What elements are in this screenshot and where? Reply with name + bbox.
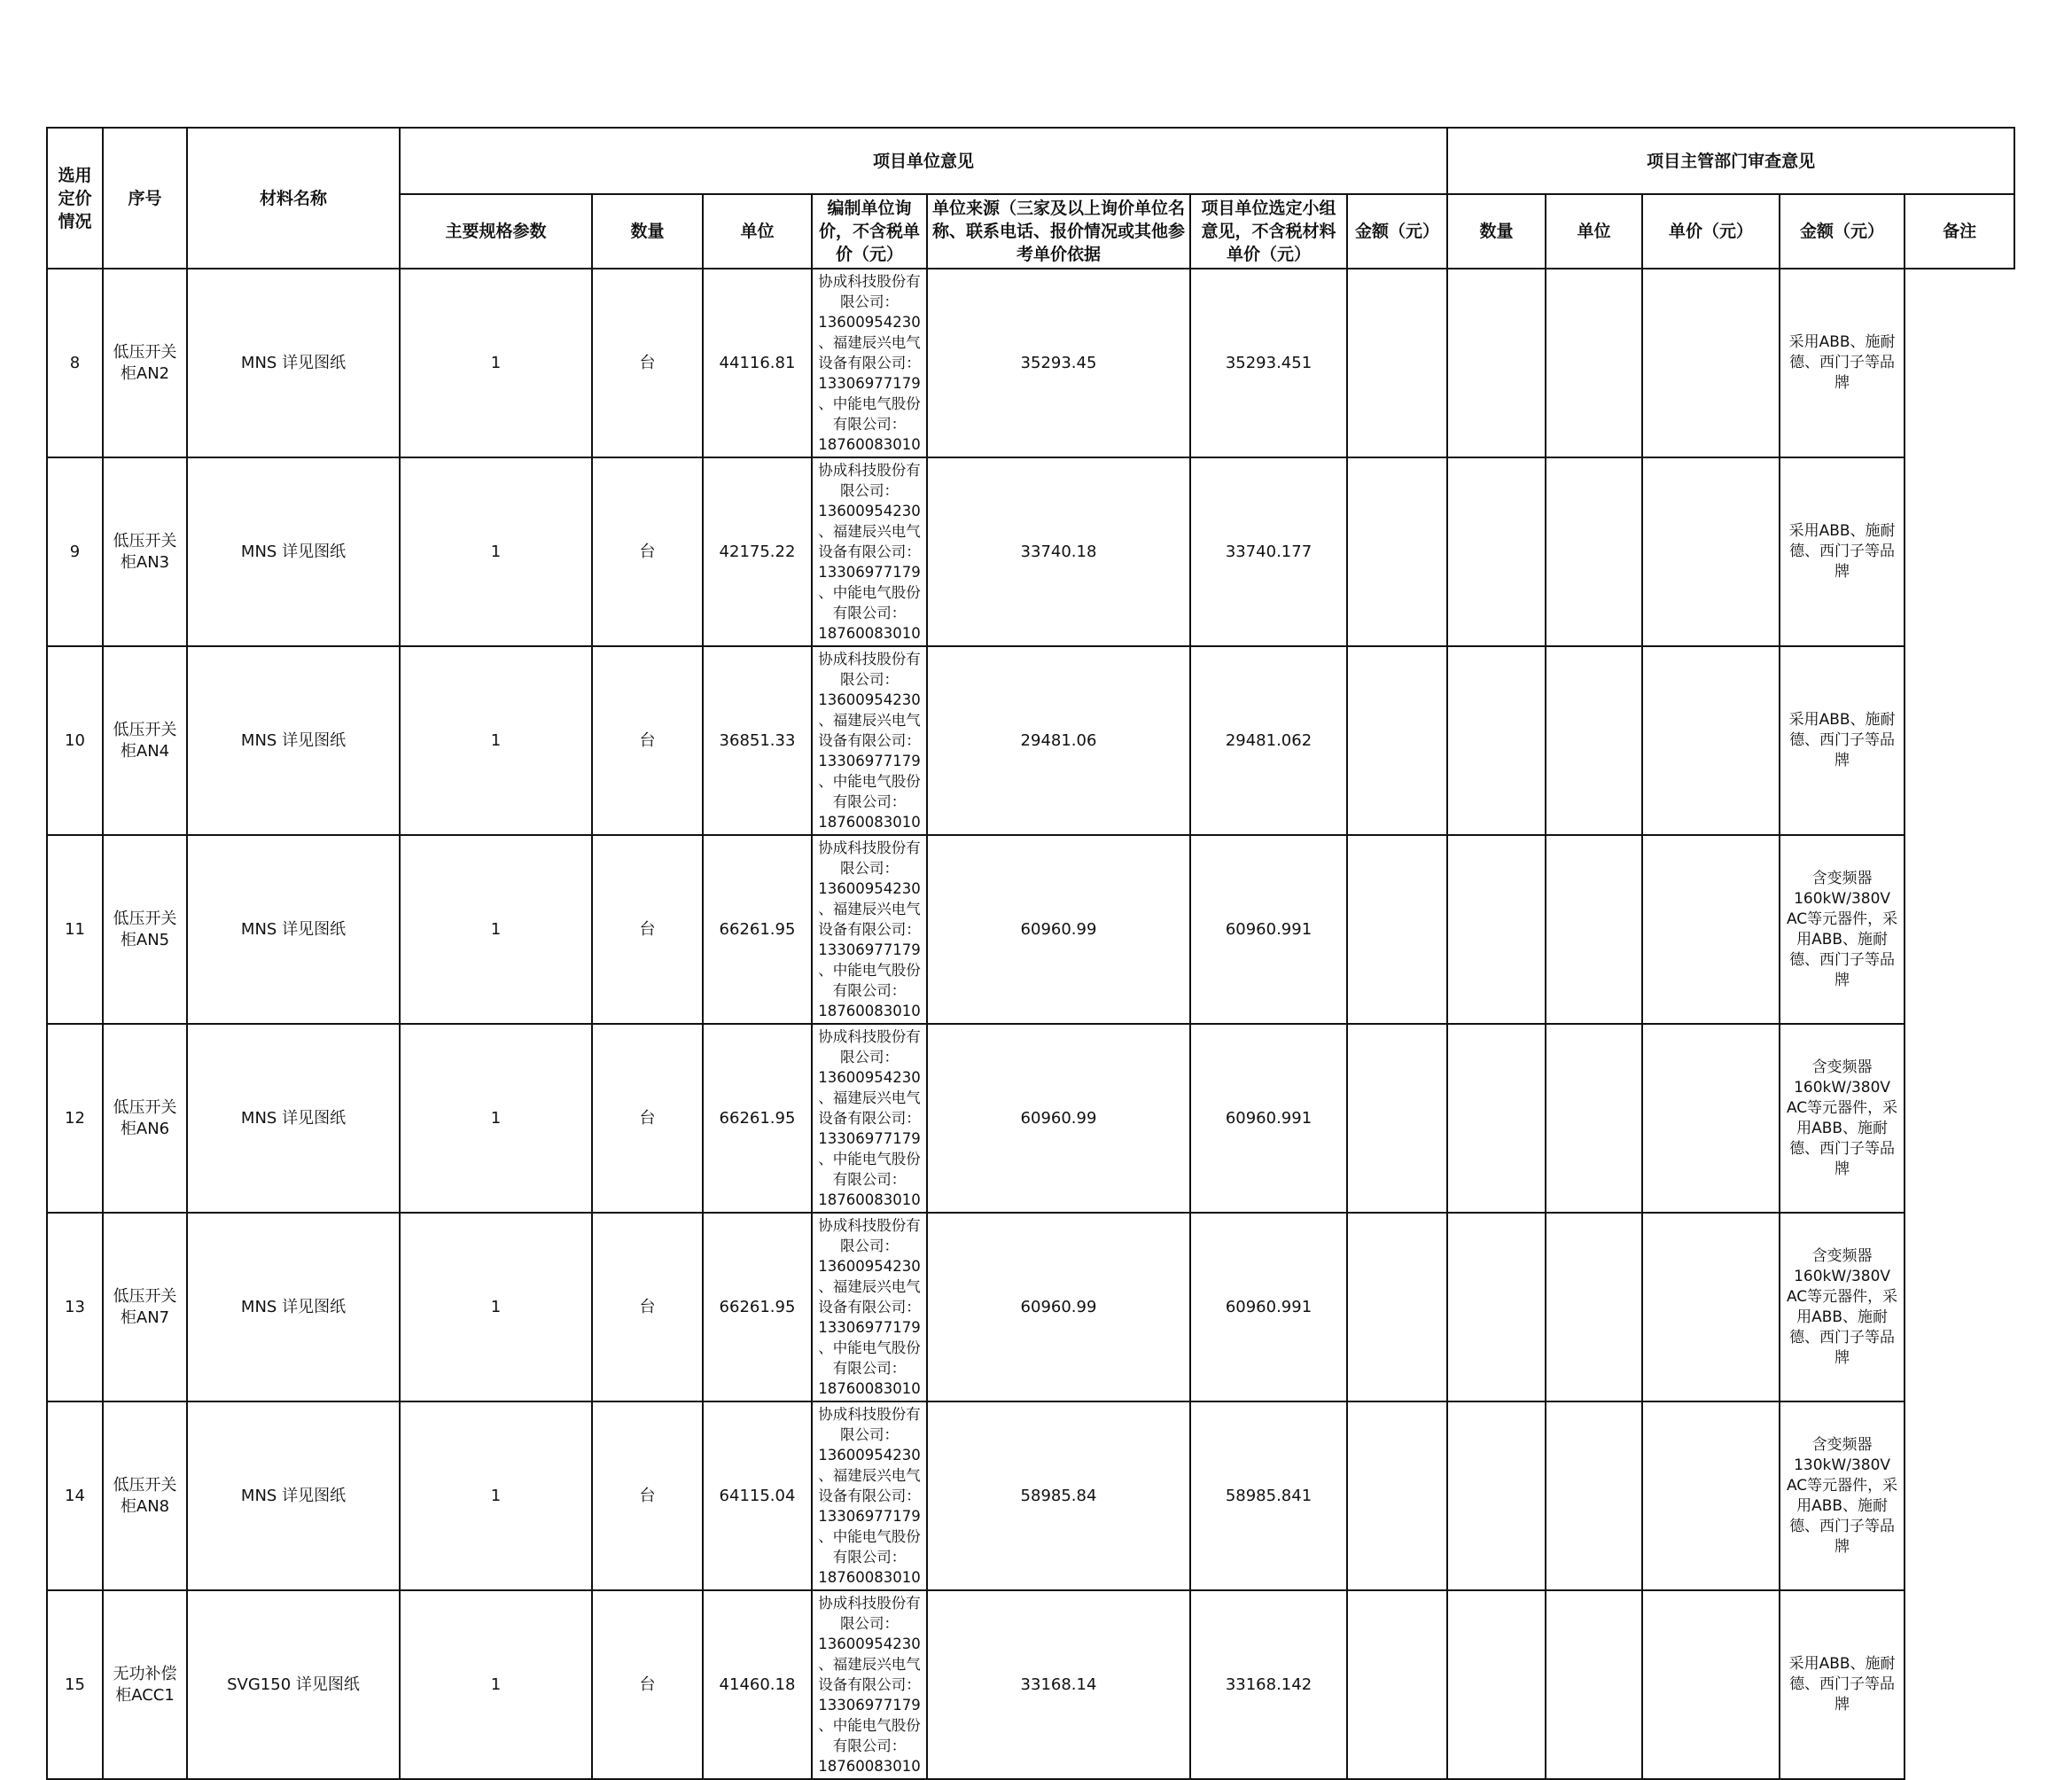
cell-dept-empty [1642, 457, 1780, 646]
header-qty: 数量 [592, 194, 703, 269]
header-source: 单位来源（三家及以上询价单位名称、联系电话、报价情况或其他参考单价依据 [927, 194, 1190, 269]
header-dept-unit: 单位 [1546, 194, 1642, 269]
header-dept-qty: 数量 [1447, 194, 1546, 269]
cell-qty: 1 [400, 646, 592, 835]
cell-unit: 台 [592, 1590, 703, 1779]
cell-name: 低压开关柜AN6 [103, 1024, 187, 1213]
cell-unit: 台 [592, 457, 703, 646]
cell-unit-price: 44116.81 [703, 269, 812, 457]
cell-source: 协成科技股份有限公司：13600954230 、福建辰兴电气设备有限公司：13306977179 、中能电气股份有限公司：18760083010 [812, 1401, 927, 1590]
cell-dept-empty [1447, 1401, 1546, 1590]
cell-unit: 台 [592, 269, 703, 457]
cell-selected-price: 58985.84 [927, 1401, 1190, 1590]
cell-dept-empty [1642, 1590, 1780, 1779]
cell-source: 协成科技股份有限公司：13600954230 、福建辰兴电气设备有限公司：13306977179 、中能电气股份有限公司：18760083010 [812, 1024, 927, 1213]
table-row [47, 1401, 2014, 1590]
cell-selected-price: 33168.14 [927, 1590, 1190, 1779]
cell-selected-price: 33740.18 [927, 457, 1190, 646]
cell-source: 协成科技股份有限公司：13600954230 、福建辰兴电气设备有限公司：13306977179 、中能电气股份有限公司：18760083010 [812, 1590, 927, 1779]
cell-dept-empty [1642, 1213, 1780, 1401]
header-spec: 主要规格参数 [400, 194, 592, 269]
cell-spec: MNS 详见图纸 [187, 1024, 400, 1213]
cell-name: 低压开关柜AN5 [103, 835, 187, 1024]
cell-remark: 采用ABB、施耐德、西门子等品牌 [1780, 269, 1905, 457]
cell-seq: 15 [47, 1590, 103, 1779]
cell-name: 低压开关柜AN4 [103, 646, 187, 835]
cell-dept-empty [1546, 835, 1642, 1024]
cell-qty: 1 [400, 835, 592, 1024]
header-unit: 单位 [703, 194, 812, 269]
cell-name: 低压开关柜AN7 [103, 1213, 187, 1401]
cell-spec: SVG150 详见图纸 [187, 1590, 400, 1779]
cell-unit-price: 42175.22 [703, 457, 812, 646]
cell-source: 协成科技股份有限公司：13600954230 、福建辰兴电气设备有限公司：13306977179 、中能电气股份有限公司：18760083010 [812, 646, 927, 835]
cell-remark: 采用ABB、施耐德、西门子等品牌 [1780, 1590, 1905, 1779]
header-row-1 [47, 128, 2014, 194]
cell-dept-empty [1447, 1590, 1546, 1779]
table-row [47, 1024, 2014, 1213]
cell-unit-price: 66261.95 [703, 1024, 812, 1213]
header-name: 材料名称 [187, 128, 400, 269]
cell-unit-price: 36851.33 [703, 646, 812, 835]
table-row [47, 269, 2014, 457]
cell-dept-empty [1347, 457, 1447, 646]
cell-dept-empty [1642, 646, 1780, 835]
cell-selected-price: 29481.06 [927, 646, 1190, 835]
cell-remark: 含变频器160kW/380V AC等元器件，采用ABB、施耐德、西门子等品牌 [1780, 1024, 1905, 1213]
cell-selected-price: 35293.45 [927, 269, 1190, 457]
cell-dept-empty [1546, 1213, 1642, 1401]
cell-seq: 11 [47, 835, 103, 1024]
cell-remark: 含变频器160kW/380V AC等元器件，采用ABB、施耐德、西门子等品牌 [1780, 835, 1905, 1024]
cell-spec: MNS 详见图纸 [187, 1401, 400, 1590]
header-selected-price: 项目单位选定小组意见，不含税材料单价（元） [1190, 194, 1347, 269]
cell-dept-empty [1546, 1590, 1642, 1779]
cell-dept-empty [1347, 835, 1447, 1024]
cell-selected-price: 60960.99 [927, 1024, 1190, 1213]
header-remark: 备注 [1905, 194, 2014, 269]
cell-unit: 台 [592, 1401, 703, 1590]
cell-amount: 60960.991 [1190, 1024, 1347, 1213]
cell-dept-empty [1546, 269, 1642, 457]
cell-dept-empty [1447, 835, 1546, 1024]
cell-spec: MNS 详见图纸 [187, 646, 400, 835]
cell-dept-empty [1447, 1024, 1546, 1213]
table-row [47, 1213, 2014, 1401]
cell-unit-price: 66261.95 [703, 1213, 812, 1401]
cell-dept-empty [1447, 269, 1546, 457]
cell-dept-empty [1447, 457, 1546, 646]
cell-dept-empty [1546, 1024, 1642, 1213]
cell-spec: MNS 详见图纸 [187, 457, 400, 646]
header-group-dept: 项目主管部门审查意见 [1447, 128, 2014, 194]
cell-dept-empty [1447, 646, 1546, 835]
side-label [47, 128, 103, 269]
cell-unit: 台 [592, 835, 703, 1024]
cell-unit: 台 [592, 1024, 703, 1213]
cell-seq: 12 [47, 1024, 103, 1213]
cell-amount: 58985.841 [1190, 1401, 1347, 1590]
cell-qty: 1 [400, 457, 592, 646]
cell-name: 低压开关柜AN8 [103, 1401, 187, 1590]
cell-spec: MNS 详见图纸 [187, 269, 400, 457]
cell-source: 协成科技股份有限公司：13600954230 、福建辰兴电气设备有限公司：13306977179 、中能电气股份有限公司：18760083010 [812, 457, 927, 646]
cell-name: 无功补偿柜ACC1 [103, 1590, 187, 1779]
cell-unit-price: 64115.04 [703, 1401, 812, 1590]
table-row [47, 457, 2014, 646]
side-label-text: 选用定价情况 [58, 165, 92, 231]
cell-unit: 台 [592, 646, 703, 835]
cell-dept-empty [1546, 457, 1642, 646]
cell-source: 协成科技股份有限公司：13600954230 、福建辰兴电气设备有限公司：13306977179 、中能电气股份有限公司：18760083010 [812, 835, 927, 1024]
cell-dept-empty [1347, 1590, 1447, 1779]
cell-amount: 60960.991 [1190, 835, 1347, 1024]
cell-remark: 含变频器160kW/380V AC等元器件，采用ABB、施耐德、西门子等品牌 [1780, 1213, 1905, 1401]
cell-dept-empty [1347, 646, 1447, 835]
cell-dept-empty [1347, 269, 1447, 457]
cell-seq: 8 [47, 269, 103, 457]
cell-dept-empty [1546, 1401, 1642, 1590]
cell-seq: 10 [47, 646, 103, 835]
cell-dept-empty [1642, 835, 1780, 1024]
cell-selected-price: 60960.99 [927, 835, 1190, 1024]
cell-amount: 29481.062 [1190, 646, 1347, 835]
cell-qty: 1 [400, 1213, 592, 1401]
table-row [47, 1590, 2014, 1779]
cell-unit-price: 41460.18 [703, 1590, 812, 1779]
cell-remark: 采用ABB、施耐德、西门子等品牌 [1780, 457, 1905, 646]
cell-dept-empty [1546, 646, 1642, 835]
cell-unit: 台 [592, 1213, 703, 1401]
cell-dept-empty [1642, 269, 1780, 457]
cell-dept-empty [1347, 1401, 1447, 1590]
cell-amount: 33168.142 [1190, 1590, 1347, 1779]
header-unit-price: 编制单位询价，不含税单价（元） [812, 194, 927, 269]
header-dept-price: 单价（元） [1642, 194, 1780, 269]
cell-seq: 14 [47, 1401, 103, 1590]
cell-amount: 35293.451 [1190, 269, 1347, 457]
cell-name: 低压开关柜AN3 [103, 457, 187, 646]
header-group-project: 项目单位意见 [400, 128, 1447, 194]
cell-qty: 1 [400, 1024, 592, 1213]
cell-source: 协成科技股份有限公司：13600954230 、福建辰兴电气设备有限公司：13306977179 、中能电气股份有限公司：18760083010 [812, 269, 927, 457]
cell-qty: 1 [400, 1590, 592, 1779]
cell-seq: 9 [47, 457, 103, 646]
header-seq: 序号 [103, 128, 187, 269]
header-amount: 金额（元） [1347, 194, 1447, 269]
cell-selected-price: 60960.99 [927, 1213, 1190, 1401]
header-dept-amount: 金额（元） [1780, 194, 1905, 269]
cell-amount: 60960.991 [1190, 1213, 1347, 1401]
cell-remark: 采用ABB、施耐德、西门子等品牌 [1780, 646, 1905, 835]
cell-amount: 33740.177 [1190, 457, 1347, 646]
cell-dept-empty [1347, 1213, 1447, 1401]
cell-remark: 含变频器130kW/380V AC等元器件，采用ABB、施耐德、西门子等品牌 [1780, 1401, 1905, 1590]
cell-source: 协成科技股份有限公司：13600954230 、福建辰兴电气设备有限公司：13306977179 、中能电气股份有限公司：18760083010 [812, 1213, 927, 1401]
table-row [47, 835, 2014, 1024]
pricing-table [46, 127, 2015, 1780]
cell-spec: MNS 详见图纸 [187, 835, 400, 1024]
cell-qty: 1 [400, 1401, 592, 1590]
table-row [47, 646, 2014, 835]
cell-unit-price: 66261.95 [703, 835, 812, 1024]
cell-dept-empty [1642, 1024, 1780, 1213]
cell-dept-empty [1447, 1213, 1546, 1401]
cell-spec: MNS 详见图纸 [187, 1213, 400, 1401]
cell-name: 低压开关柜AN2 [103, 269, 187, 457]
cell-qty: 1 [400, 269, 592, 457]
cell-dept-empty [1642, 1401, 1780, 1590]
cell-seq: 13 [47, 1213, 103, 1401]
cell-dept-empty [1347, 1024, 1447, 1213]
